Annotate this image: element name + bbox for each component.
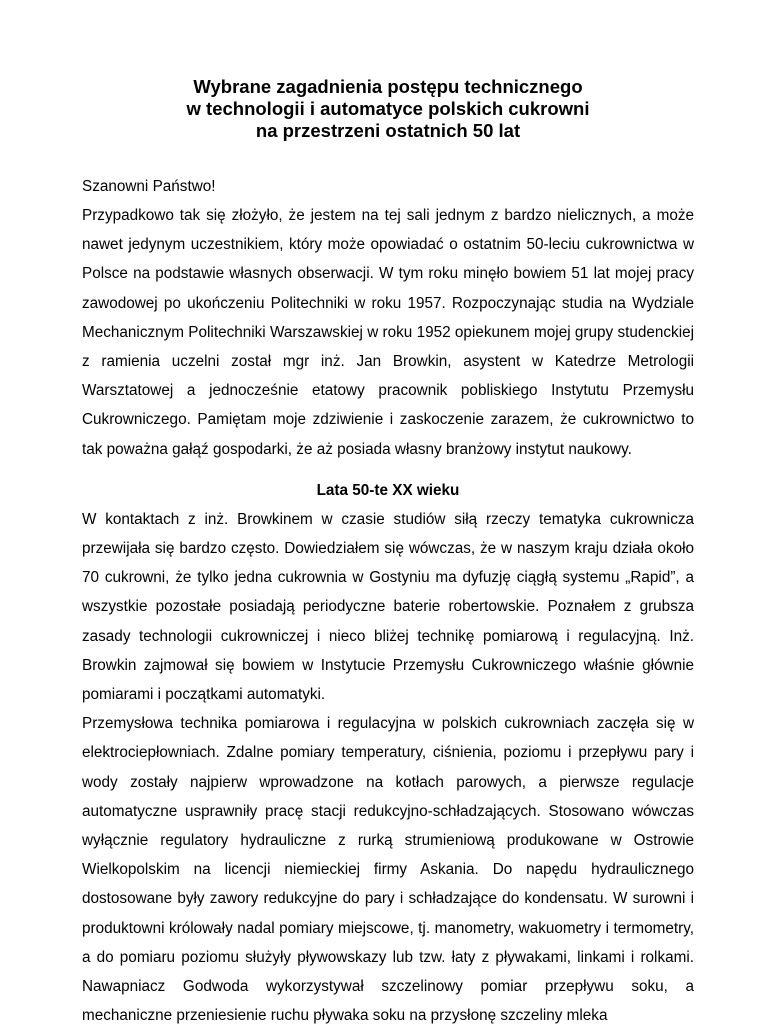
document-page (82, 76, 694, 1030)
section-paragraph-2: Przemysłowa technika pomiarowa i regulacyjna w polskich cukrowniach zaczęła się w elektrociepłowniach. Zdalne pomiary temperatury, ciśnienia, poziomu i przepływu pary i wody zostały najpierw wprowadzone na kotłach parowych, a pierwsze regulacje automatyczne usprawniły pracę stacji redukcyjno-schładzających. Stosowano wówczas wyłącznie regulatory hydrauliczne z rurką strumieniową produkowane w Ostrowie Wielkopolskim na licencji niemieckiej firmy Askania. Do napędu hydraulicznego dostosowane były zawory redukcyjne do pary i schładzające do kondensatu. W surowni i produktowni królowały nadal pomiary miejscowe, tj. manometry, wakuometry i termometry, a do pomiaru poziomu służyły pływowskazy lub tzw. łaty z pływakami, linkami i rolkami. Nawapniacz Godwoda wykorzystywał szczelinowy pomiar przepływu soku, a mechaniczne przeniesienie ruchu pływaka soku na przysłonę szczeliny mleka (82, 715, 694, 1025)
title-line-2: w technologii i automatyce polskich cukrowni (186, 98, 590, 119)
title-line-1: Wybrane zagadnienia postępu technicznego (193, 76, 583, 97)
salutation: Szanowni Państwo! (82, 178, 216, 195)
section-heading: Lata 50-te XX wieku (316, 481, 460, 499)
intro-paragraph: Przypadkowo tak się złożyło, że jestem na tej sali jednym z bardzo nielicznych, a może nawet jedynym uczestnikiem, który może opowiadać o ostatnim 50-leciu cukrownictwa w Polsce na podstawie własnych obserwacji. W tym roku minęło bowiem 51 lat mojej pracy zawodowej po ukończeniu Politechniki w roku 1957. Rozpoczynając studia na Wydziale Mechanicznym Politechniki Warszawskiej w roku 1952 opiekunem mojej grupy studenckiej z ramienia uczelni został mgr inż. Jan Browkin, asystent w Katedrze Metrologii Warsztatowej a jednocześnie etatowy pracownik pobliskiego Instytutu Przemysłu Cukrowniczego. Pamiętam moje zdziwienie i zaskoczenie zarazem, że cukrownictwo to tak poważna gałąź gospodarki, że aż posiada własny branżowy instytut naukowy. (82, 207, 694, 458)
title-line-3: na przestrzeni ostatnich 50 lat (255, 120, 521, 141)
section-paragraph-1: W kontaktach z inż. Browkinem w czasie studiów siłą rzeczy tematyka cukrownicza przewijała się bardzo często. Dowiedziałem się wówczas, że w naszym kraju działa około 70 cukrowni, że tylko jedna cukrownia w Gostyniu ma dyfuzję ciągłą systemu „Rapid”, a wszystkie pozostałe posiadają periodyczne baterie robertowskie. Poznałem z grubsza zasady technologii cukrowniczej i nieco bliżej technikę pomiarową i regulacyjną. Inż. Browkin zajmował się bowiem w Instytucie Przemysłu Cukrowniczego właśnie głównie pomiarami i początkami automatyki. (82, 510, 694, 704)
document-title (82, 76, 694, 142)
